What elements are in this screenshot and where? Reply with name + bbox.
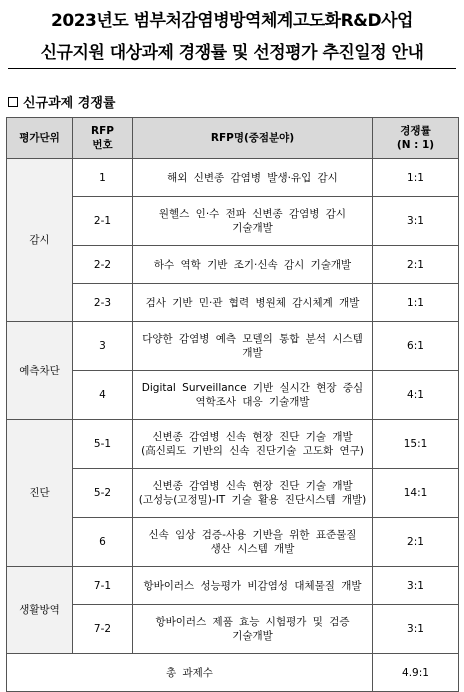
cell-rfp-name: 해외 신변종 감염병 발생·유입 감시 xyxy=(133,159,373,197)
cell-ratio: 1:1 xyxy=(373,284,459,322)
cell-rfp-no: 2-1 xyxy=(73,197,133,246)
cell-unit: 생활방역 xyxy=(7,567,73,654)
table-row xyxy=(7,469,459,518)
cell-rfp-no: 2-2 xyxy=(73,246,133,284)
table-row xyxy=(7,197,459,246)
cell-rfp-name: 검사 기반 민·관 협력 병원체 감시체계 개발 xyxy=(133,284,373,322)
cell-ratio: 6:1 xyxy=(373,322,459,371)
competition-table xyxy=(6,117,459,692)
cell-rfp-name: 하수 역학 기반 조기·신속 감시 기술개발 xyxy=(133,246,373,284)
header-unit: 평가단위 xyxy=(7,118,73,159)
cell-rfp-name: 원헬스 인·수 전파 신변종 감염병 감시 기술개발 xyxy=(133,197,373,246)
cell-rfp-name: 항바이러스 제품 효능 시험평가 및 검증 기술개발 xyxy=(133,605,373,654)
cell-ratio: 3:1 xyxy=(373,197,459,246)
table-row xyxy=(7,322,459,371)
table-row xyxy=(7,246,459,284)
table-row xyxy=(7,518,459,567)
cell-ratio: 3:1 xyxy=(373,605,459,654)
cell-rfp-name: 다양한 감염병 예측 모델의 통합 분석 시스템 개발 xyxy=(133,322,373,371)
cell-ratio: 2:1 xyxy=(373,518,459,567)
title-line-2: 신규지원 대상과제 경쟁률 및 선정평가 추진일정 안내 xyxy=(40,43,424,63)
table-header-row xyxy=(7,118,459,159)
cell-unit: 예측차단 xyxy=(7,322,73,420)
header-ratio: 경쟁률 (N : 1) xyxy=(373,118,459,159)
cell-rfp-no: 5-1 xyxy=(73,420,133,469)
cell-rfp-no: 5-2 xyxy=(73,469,133,518)
section-heading xyxy=(8,92,115,111)
table-total-row xyxy=(7,654,459,692)
cell-ratio: 2:1 xyxy=(373,246,459,284)
cell-rfp-name: 항바이러스 성능평가 비감염성 대체물질 개발 xyxy=(133,567,373,605)
cell-rfp-no: 6 xyxy=(73,518,133,567)
cell-rfp-name: 신변종 감염병 신속 현장 진단 기술 개발 (고성능(고정밀)-IT 기술 활용 진단시스템 개발) xyxy=(133,469,373,518)
cell-rfp-name: 신변종 감염병 신속 현장 진단 기술 개발 (高신뢰도 기반의 신속 진단기술 고도화 연구) xyxy=(133,420,373,469)
cell-rfp-no: 7-1 xyxy=(73,567,133,605)
cell-rfp-name: 신속 임상 검증-사용 기반을 위한 표준물질 생산 시스템 개발 xyxy=(133,518,373,567)
cell-unit: 진단 xyxy=(7,420,73,567)
title-line-1: 2023년도 범부처감염병방역체계고도화R&D사업 xyxy=(51,11,413,31)
cell-rfp-no: 2-3 xyxy=(73,284,133,322)
checkbox-square-icon xyxy=(8,97,18,107)
cell-rfp-name: Digital Surveillance 기반 실시간 현장 중심 역학조사 대응 기술개발 xyxy=(133,371,373,420)
cell-rfp-no: 4 xyxy=(73,371,133,420)
header-rfp-no: RFP 번호 xyxy=(73,118,133,159)
cell-ratio: 14:1 xyxy=(373,469,459,518)
table-row xyxy=(7,159,459,197)
cell-rfp-no: 3 xyxy=(73,322,133,371)
cell-rfp-no: 1 xyxy=(73,159,133,197)
cell-unit: 감시 xyxy=(7,159,73,322)
cell-rfp-no: 7-2 xyxy=(73,605,133,654)
title-divider xyxy=(8,68,456,69)
table-row xyxy=(7,371,459,420)
table-body xyxy=(7,159,459,692)
cell-ratio: 3:1 xyxy=(373,567,459,605)
cell-ratio: 1:1 xyxy=(373,159,459,197)
section-title: 신규과제 경쟁률 xyxy=(23,96,116,111)
cell-ratio: 4:1 xyxy=(373,371,459,420)
header-rfp-name: RFP명(중점분야) xyxy=(133,118,373,159)
table-row xyxy=(7,420,459,469)
cell-ratio: 15:1 xyxy=(373,420,459,469)
table-row xyxy=(7,567,459,605)
cell-total-label: 총 과제수 xyxy=(7,654,373,692)
table-row xyxy=(7,605,459,654)
cell-total-ratio: 4.9:1 xyxy=(373,654,459,692)
table-row xyxy=(7,284,459,322)
